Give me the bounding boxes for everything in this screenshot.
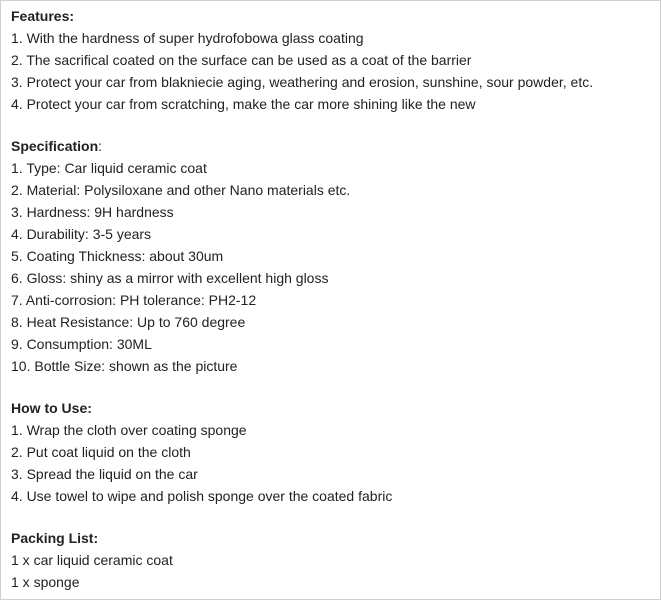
how-to-use-item: 1. Wrap the cloth over coating sponge: [11, 422, 247, 438]
features-heading: Features:: [11, 8, 75, 24]
how-to-use-item: 2. Put coat liquid on the cloth: [11, 444, 191, 460]
packing-list-section: [11, 527, 651, 593]
specification-heading: [11, 135, 651, 157]
packing-list-heading: Packing List:: [11, 530, 99, 546]
specification-item: 3. Hardness: 9H hardness: [11, 204, 174, 220]
specification-item: 9. Consumption: 30ML: [11, 336, 152, 352]
how-to-use-item: 3. Spread the liquid on the car: [11, 466, 198, 482]
features-item: 3. Protect your car from blakniecie aging, weathering and erosion, sunshine, sour powder, etc.: [11, 74, 594, 90]
specification-section: [11, 135, 651, 377]
specification-item: 2. Material: Polysiloxane and other Nano materials etc.: [11, 182, 351, 198]
specification-item: 7. Anti-corrosion: PH tolerance: PH2-12: [11, 292, 257, 308]
packing-list-item: 1 x car liquid ceramic coat: [11, 552, 173, 568]
product-description: [11, 5, 651, 593]
specification-heading-text: Specification: [11, 138, 99, 154]
packing-list-item: 1 x sponge: [11, 574, 80, 590]
features-section: [11, 5, 651, 115]
specification-item: 5. Coating Thickness: about 30um: [11, 248, 224, 264]
how-to-use-heading: How to Use:: [11, 400, 92, 416]
specification-heading-colon: :: [98, 138, 103, 154]
features-item: 4. Protect your car from scratching, make the car more shining like the new: [11, 96, 476, 112]
specification-item: 4. Durability: 3-5 years: [11, 226, 152, 242]
specification-item: 10. Bottle Size: shown as the picture: [11, 358, 238, 374]
specification-item: 6. Gloss: shiny as a mirror with excellent high gloss: [11, 270, 329, 286]
specification-item: 8. Heat Resistance: Up to 760 degree: [11, 314, 246, 330]
specification-item: 1. Type: Car liquid ceramic coat: [11, 160, 207, 176]
how-to-use-section: [11, 397, 651, 507]
how-to-use-item: 4. Use towel to wipe and polish sponge over the coated fabric: [11, 488, 393, 504]
features-item: 2. The sacrifical coated on the surface can be used as a coat of the barrier: [11, 52, 472, 68]
features-item: 1. With the hardness of super hydrofobowa glass coating: [11, 30, 364, 46]
